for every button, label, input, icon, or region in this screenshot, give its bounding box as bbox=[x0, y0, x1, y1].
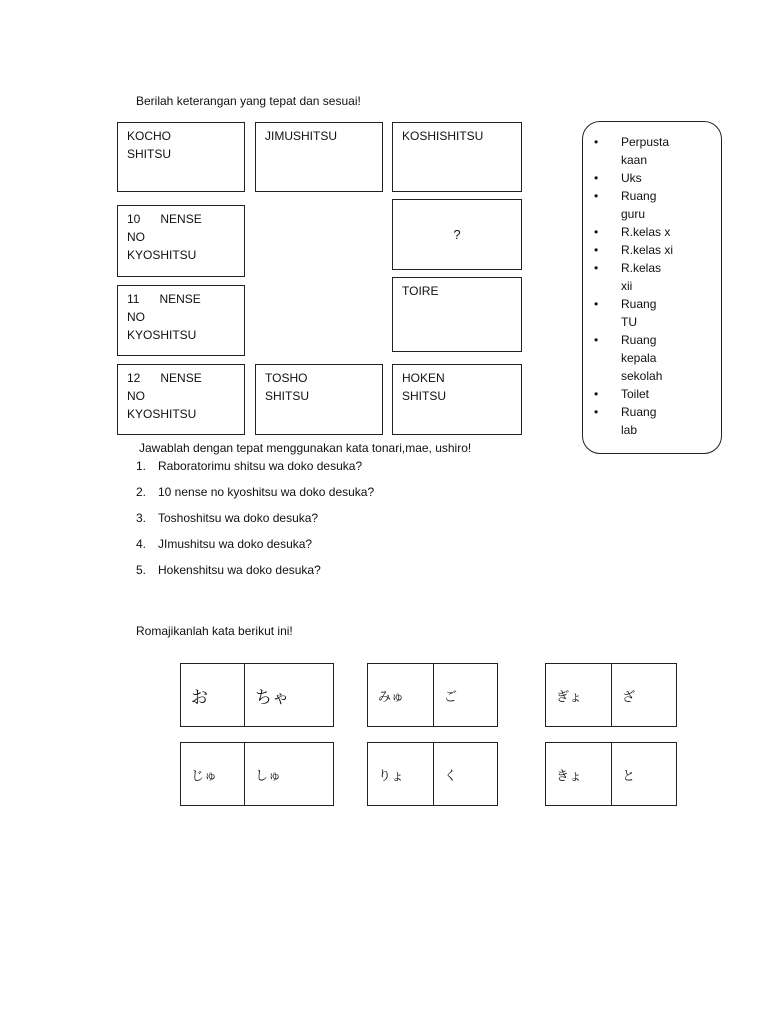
bullet-icon: • bbox=[594, 387, 599, 401]
word-bank-item: • R.kelas xi bbox=[594, 243, 674, 257]
instruction-romaji: Romajikanlah kata berikut ini! bbox=[136, 624, 293, 638]
kana-pair-box bbox=[367, 663, 498, 727]
word-bank bbox=[582, 121, 722, 454]
room-tosho-shitsu: TOSHO SHITSU bbox=[255, 364, 383, 435]
room-toire: TOIRE bbox=[392, 277, 522, 352]
question-item bbox=[136, 483, 556, 509]
bullet-icon: • bbox=[594, 297, 599, 311]
question-number: 3. bbox=[136, 511, 147, 525]
question-text: Raboratorimu shitsu wa doko desuka? bbox=[158, 459, 363, 473]
kana-cell: ちゃ bbox=[255, 687, 289, 708]
kana-pair-box bbox=[545, 663, 677, 727]
kana-cell: みゅ bbox=[368, 664, 434, 726]
room-jimushitsu: JIMUSHITSU bbox=[255, 122, 383, 192]
question-item bbox=[136, 535, 556, 561]
question-number: 4. bbox=[136, 537, 147, 551]
kana-cell: じゅ bbox=[181, 743, 245, 805]
bullet-icon: • bbox=[594, 135, 599, 149]
bullet-icon: • bbox=[594, 225, 599, 239]
word-bank-item: • R.kelas x bbox=[594, 225, 671, 239]
kana-cell: く bbox=[444, 768, 458, 784]
question-number: 2. bbox=[136, 485, 147, 499]
word-bank-item: • Ruang guru bbox=[594, 189, 657, 221]
kana-cell: と bbox=[622, 768, 636, 784]
word-bank-item: • Ruang kepala sekolah bbox=[594, 333, 663, 383]
bullet-icon: • bbox=[594, 171, 599, 185]
kana-pair-box bbox=[180, 663, 334, 727]
question-text: JImushitsu wa doko desuka? bbox=[158, 537, 313, 551]
room-11-nense: 11 NENSE NO KYOSHITSU bbox=[117, 285, 245, 356]
kana-pair-box bbox=[180, 742, 334, 806]
kana-cell: しゅ bbox=[255, 768, 282, 784]
word-bank-item: • Toilet bbox=[594, 387, 650, 401]
room-unknown: ? bbox=[392, 199, 522, 270]
bullet-icon: • bbox=[594, 405, 599, 419]
kana-cell: ざ bbox=[622, 689, 636, 705]
room-hoken-shitsu: HOKEN SHITSU bbox=[392, 364, 522, 435]
kana-pair-box bbox=[367, 742, 498, 806]
question-text: Hokenshitsu wa doko desuka? bbox=[158, 563, 321, 577]
bullet-icon: • bbox=[594, 261, 599, 275]
question-text: Toshoshitsu wa doko desuka? bbox=[158, 511, 319, 525]
bullet-icon: • bbox=[594, 189, 599, 203]
kana-pair-box bbox=[545, 742, 677, 806]
room-kocho-shitsu: KOCHO SHITSU bbox=[117, 122, 245, 192]
word-bank-item: • R.kelas xii bbox=[594, 261, 662, 293]
question-text: 10 nense no kyoshitsu wa doko desuka? bbox=[158, 485, 375, 499]
word-bank-item: • Ruang TU bbox=[594, 297, 657, 329]
instruction-label: Berilah keterangan yang tepat dan sesuai! bbox=[136, 94, 361, 108]
question-item bbox=[136, 561, 556, 587]
kana-cell: ご bbox=[444, 689, 458, 705]
instruction-questions: Jawablah dengan tepat menggunakan kata tonari,mae, ushiro! bbox=[139, 441, 472, 455]
question-list bbox=[136, 457, 556, 587]
room-10-nense: 10 NENSE NO KYOSHITSU bbox=[117, 205, 245, 277]
room-koshishitsu: KOSHISHITSU bbox=[392, 122, 522, 192]
word-bank-item: • Perpusta kaan bbox=[594, 135, 670, 167]
room-12-nense: 12 NENSE NO KYOSHITSU bbox=[117, 364, 245, 435]
question-number: 5. bbox=[136, 563, 147, 577]
question-number: 1. bbox=[136, 459, 147, 473]
word-bank-item: • Ruang lab bbox=[594, 405, 657, 437]
bullet-icon: • bbox=[594, 243, 599, 257]
question-item bbox=[136, 509, 556, 535]
kana-cell: お bbox=[181, 664, 245, 726]
question-item bbox=[136, 457, 556, 483]
kana-cell: ぎょ bbox=[546, 664, 612, 726]
kana-cell: きょ bbox=[546, 743, 612, 805]
bullet-icon: • bbox=[594, 333, 599, 347]
word-bank-item: • Uks bbox=[594, 171, 642, 185]
kana-cell: りょ bbox=[368, 743, 434, 805]
